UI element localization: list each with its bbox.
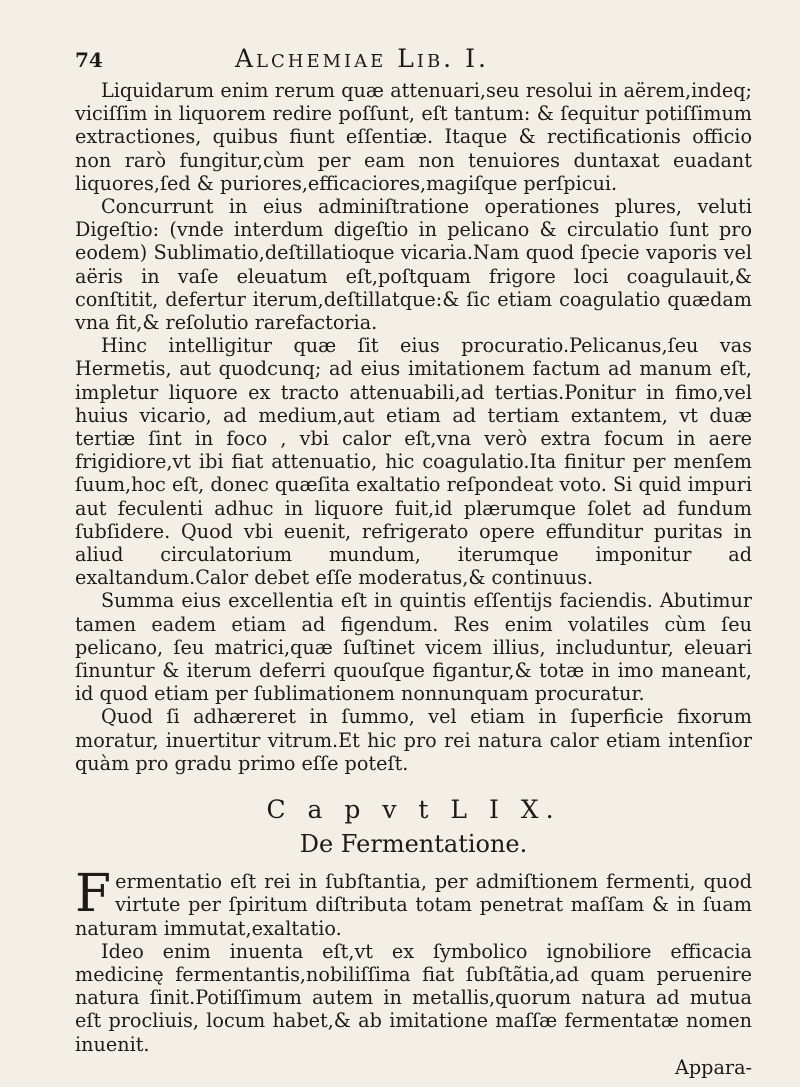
paragraph-quod: Quod ſi adhæreret in ſummo, vel etiam in ſuperficie fixorum moratur, inuertitur vitrum.Et hic pro rei natura calor etiam intenſior quàm pro gradu primo eſſe poteſt.	[75, 705, 752, 775]
chapter-title: De Fermentatione.	[299, 830, 528, 859]
running-header	[75, 44, 752, 73]
running-title: Alchemiae Lib. I.	[235, 44, 489, 73]
paragraph-liquidarum: Liquidarum enim rerum quæ attenuari,seu resolui in aërem,indeq; viciſſim in liquorem redire poſſunt, eſt tantum: & ſequitur potiſſimum extractiones, quibus fiunt eſſentiæ. Itaque & rectificationis officio non rarò fungitur,cùm per eam non tenuiores duntaxat euadant liquores,ſed & puriores,efficaciores,magiſque perſpicui.	[75, 79, 752, 195]
paragraph-fermentatio: Fermentatio eſt rei in ſubſtantia, per admiſtionem fermenti, quod virtute per ſpiritum diſtributa totam penetrat maſſam & in ſuam naturam immutat,exaltatio.	[75, 864, 752, 940]
paragraph-hinc: Hinc intelligitur quæ ſit eius procuratio.Pelicanus,ſeu vas Hermetis, aut quodcunq; ad eius imitationem factum ad manum eſt, impletur liquore ex tracto attenuabili,ad tertias.Ponitur in fimo,vel huius vicario, ad medium,aut etiam ad tertiam extantem, vt duæ tertiæ ſint in foco , vbi calor eſt,vna verò extra focum in aere frigidiore,vt ibi fiat attenuatio, hic coagulatio.Ita finitur per menſem ſuum,hoc eſt, donec quæſita exaltatio reſpondeat voto. Si quid impuri aut feculenti adhuc in liquore fuit,id plærumque ſolet ad fundum ſubſidere. Quod vbi euenit, refrigerato opere effunditur puritas in aliud circulatorium mundum, iterumque imponitur ad exaltandum.Calor debet eſſe moderatus,& continuus.	[75, 334, 752, 590]
page-number: 74	[75, 48, 103, 72]
paragraph-summa: Summa eius excellentia eſt in quintis eſſentijs faciendis. Abutimur tamen eadem etiam ad figendum. Res enim volatiles cùm ſeu pelicano, ſeu matrici,quæ ſuſtinet vicem illius, includuntur, eleuari ſinuntur & iterum deferri quouſque figantur,& totæ in imo maneant, id quod etiam per ſublimationem nonnunquam procuratur.	[75, 589, 752, 706]
paragraph-ideo: Ideo enim inuenta eſt,vt ex ſymbolico ignobiliore efficacia medicinę fermentantis,nobiliſſima fiat ſubſtãtia,ad quam peruenire natura ſinit.Potiſſimum autem in metallis,quorum natura ad mutua eſt procliuis, locum habet,& ab imitatione maſſæ fermentatæ nomen inuenit.	[75, 939, 752, 1056]
catchword: Appara-	[675, 1055, 752, 1079]
paragraph-concurrunt: Concurrunt in eius adminiſtratione operationes plures, veluti Digeſtio: (vnde interdum digeſtio in pelicano & circulatio ſunt pro eodem) Sublimatio,deſtillatioque vicaria.Nam quod ſpecie vaporis vel aëris in vaſe eleuatum eſt,poſtquam frigore loci coagulauit,& conſtitit, defertur iterum,deſtillatque:& ſic etiam coagulatio quædam vna fit,& reſolutio rarefactoria.	[75, 195, 752, 335]
chapter-label: C a p v t L I X.	[266, 795, 561, 825]
